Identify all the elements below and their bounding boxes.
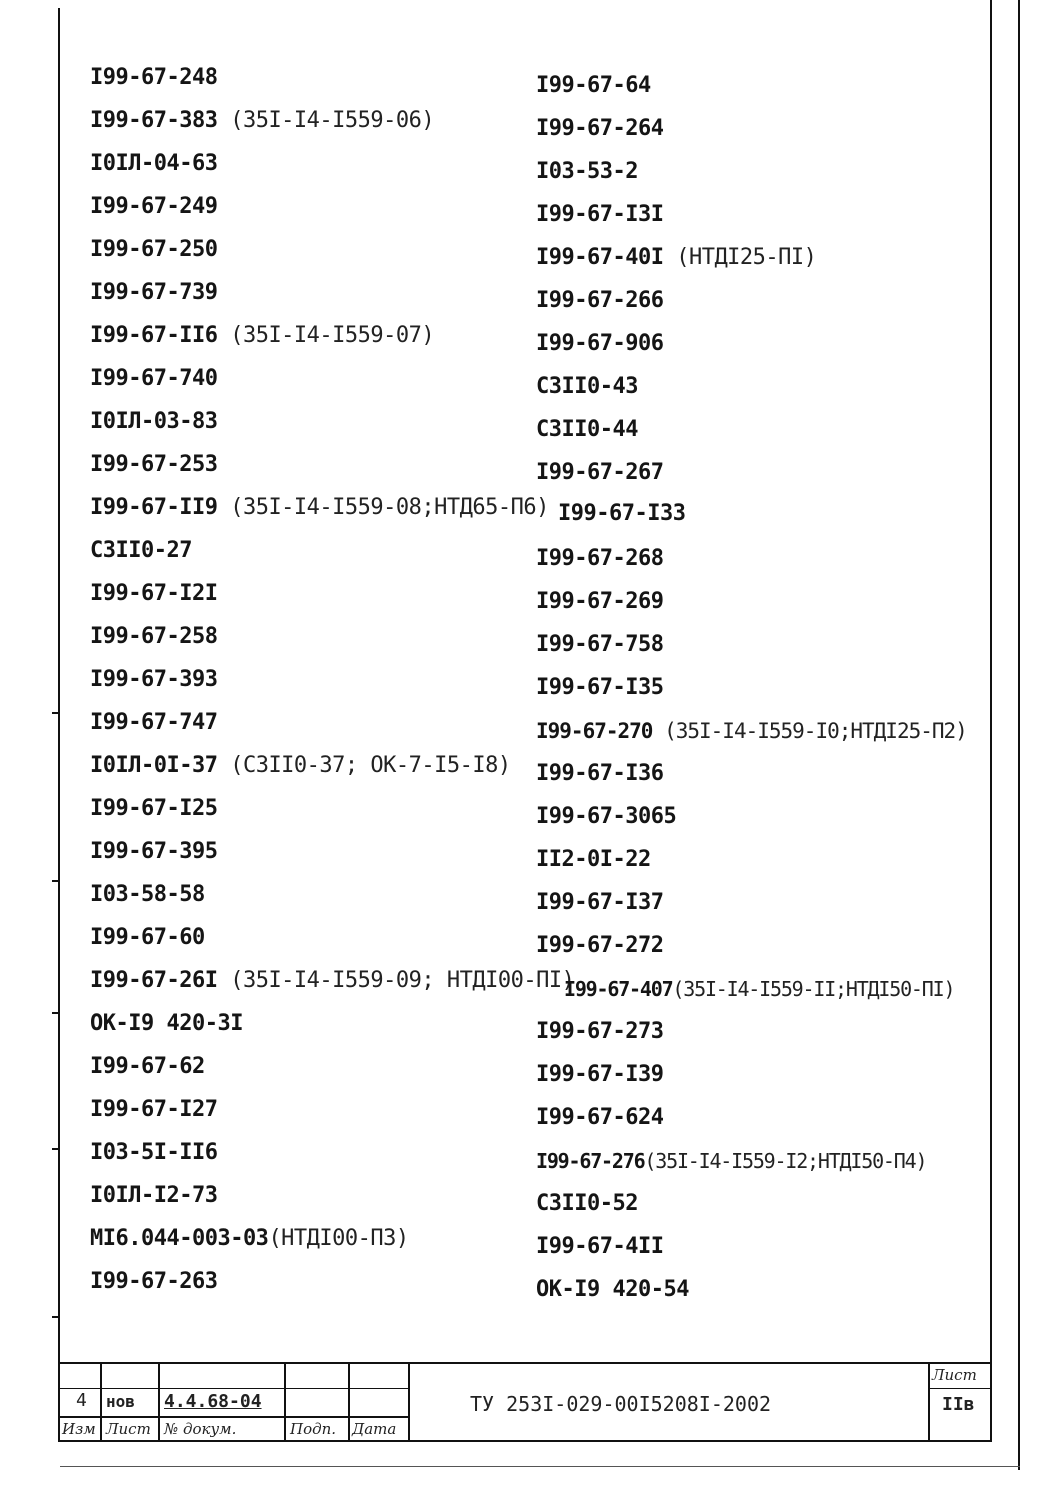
list-item: I99-67-740 <box>90 366 218 391</box>
revision-grid-line <box>60 1416 408 1418</box>
list-item: I99-67-II6 (35I-I4-I559-07) <box>90 323 435 348</box>
list-item: I99-67-272 <box>536 933 664 958</box>
revision-grid-divider <box>348 1362 350 1442</box>
list-item: С3II0-27 <box>90 538 192 563</box>
list-item: I99-67-26I (35I-I4-I559-09; НТДI00-ПI) <box>90 968 575 993</box>
list-item: I99-67-739 <box>90 280 218 305</box>
list-item: I03-5I-II6 <box>90 1140 218 1165</box>
revision-grid-divider <box>158 1362 160 1442</box>
list-item: I0IЛ-04-63 <box>90 151 218 176</box>
list-item: С3II0-52 <box>536 1191 638 1216</box>
list-item: I99-67-758 <box>536 632 664 657</box>
frame-bottom-line <box>60 1466 1020 1467</box>
binding-tick-3 <box>52 1012 60 1014</box>
list-item: I99-67-40I (НТДI25-ПI) <box>536 245 817 270</box>
list-item: I99-67-4II <box>536 1234 664 1259</box>
list-item: I99-67-I2I <box>90 581 218 606</box>
list-item: ОК-I9 420-54 <box>536 1277 689 1302</box>
list-item: I99-67-I25 <box>90 796 218 821</box>
list-item: I03-53-2 <box>536 159 638 184</box>
list-item: I99-67-624 <box>536 1105 664 1130</box>
list-item: II2-0I-22 <box>536 847 651 872</box>
list-item: I99-67-64 <box>536 73 651 98</box>
sheet-number: IIв <box>942 1394 975 1415</box>
document-number: ТУ 253I-029-00I5208I-2002 <box>470 1392 772 1416</box>
list-item: I99-67-253 <box>90 452 218 477</box>
frame-right-border <box>990 0 992 1442</box>
list-item: I99-67-747 <box>90 710 218 735</box>
list-item: I0IЛ-I2-73 <box>90 1183 218 1208</box>
list-item: I99-67-383 (35I-I4-I559-06) <box>90 108 435 133</box>
revision-grid-line <box>60 1388 408 1389</box>
list-item: I99-67-62 <box>90 1054 205 1079</box>
revision-document-number: 4.4.68-04 <box>164 1391 262 1412</box>
list-item: I99-67-I36 <box>536 761 664 786</box>
sheet-cell-divider <box>928 1362 930 1442</box>
list-item: С3II0-43 <box>536 374 638 399</box>
revision-sheet: нов <box>106 1392 135 1411</box>
list-item: I99-67-258 <box>90 624 218 649</box>
list-item: I99-67-263 <box>90 1269 218 1294</box>
revision-grid-divider <box>284 1362 286 1442</box>
list-item: I99-67-264 <box>536 116 664 141</box>
title-block-top-line <box>60 1362 992 1364</box>
list-item: I99-67-I33 <box>558 501 686 526</box>
list-item: С3II0-44 <box>536 417 638 442</box>
list-item: I99-67-I3I <box>536 202 664 227</box>
revision-grid-divider <box>408 1362 410 1442</box>
list-item: I99-67-273 <box>536 1019 664 1044</box>
sheet-cell-line <box>928 1388 992 1389</box>
list-item: I99-67-267 <box>536 460 664 485</box>
revision-number: 4 <box>76 1390 87 1411</box>
list-item: I99-67-393 <box>90 667 218 692</box>
list-item: I99-67-268 <box>536 546 664 571</box>
list-item: I99-67-I37 <box>536 890 664 915</box>
list-item: I99-67-248 <box>90 65 218 90</box>
list-item: I99-67-I39 <box>536 1062 664 1087</box>
list-item: I99-67-60 <box>90 925 205 950</box>
list-item: I99-67-I27 <box>90 1097 218 1122</box>
binding-tick-5 <box>52 1316 60 1318</box>
list-item: I03-58-58 <box>90 882 205 907</box>
list-item: I0IЛ-0I-37 (С3II0-37; ОК-7-I5-I8) <box>90 753 511 778</box>
label-doc-no: № докум. <box>164 1420 237 1438</box>
list-item: I99-67-269 <box>536 589 664 614</box>
list-item: I99-67-I35 <box>536 675 664 700</box>
list-item: ОК-I9 420-3I <box>90 1011 243 1036</box>
list-item: I0IЛ-03-83 <box>90 409 218 434</box>
list-item: I99-67-249 <box>90 194 218 219</box>
binding-tick-2 <box>52 880 60 882</box>
frame-right-outer-line <box>1018 0 1020 1470</box>
list-item: I99-67-407(35I-I4-I559-II;НТДI50-ПI) <box>564 977 955 1001</box>
title-block-bottom-line <box>60 1440 992 1442</box>
label-sign: Подп. <box>290 1420 337 1438</box>
list-item: I99-67-3065 <box>536 804 677 829</box>
list-item: I99-67-270 (35I-I4-I559-I0;НТДI25-П2) <box>536 719 967 743</box>
list-item: I99-67-276(35I-I4-I559-I2;НТДI50-П4) <box>536 1149 927 1173</box>
list-item: I99-67-II9 (35I-I4-I559-08;НТД65-П6) <box>90 495 549 520</box>
label-sheet: Лист <box>932 1366 977 1384</box>
label-izm: Изм <box>62 1420 96 1438</box>
frame-left-border <box>58 8 60 1442</box>
list-item: I99-67-250 <box>90 237 218 262</box>
revision-grid-divider <box>100 1362 102 1442</box>
binding-tick-4 <box>52 1148 60 1150</box>
label-date: Дата <box>352 1420 397 1438</box>
list-item: I99-67-906 <box>536 331 664 356</box>
list-item: МI6.044-003-03(НТДI00-П3) <box>90 1226 409 1251</box>
title-block <box>60 1362 992 1442</box>
label-list: Лист <box>106 1420 151 1438</box>
list-item: I99-67-266 <box>536 288 664 313</box>
binding-tick-1 <box>52 712 60 714</box>
list-item: I99-67-395 <box>90 839 218 864</box>
